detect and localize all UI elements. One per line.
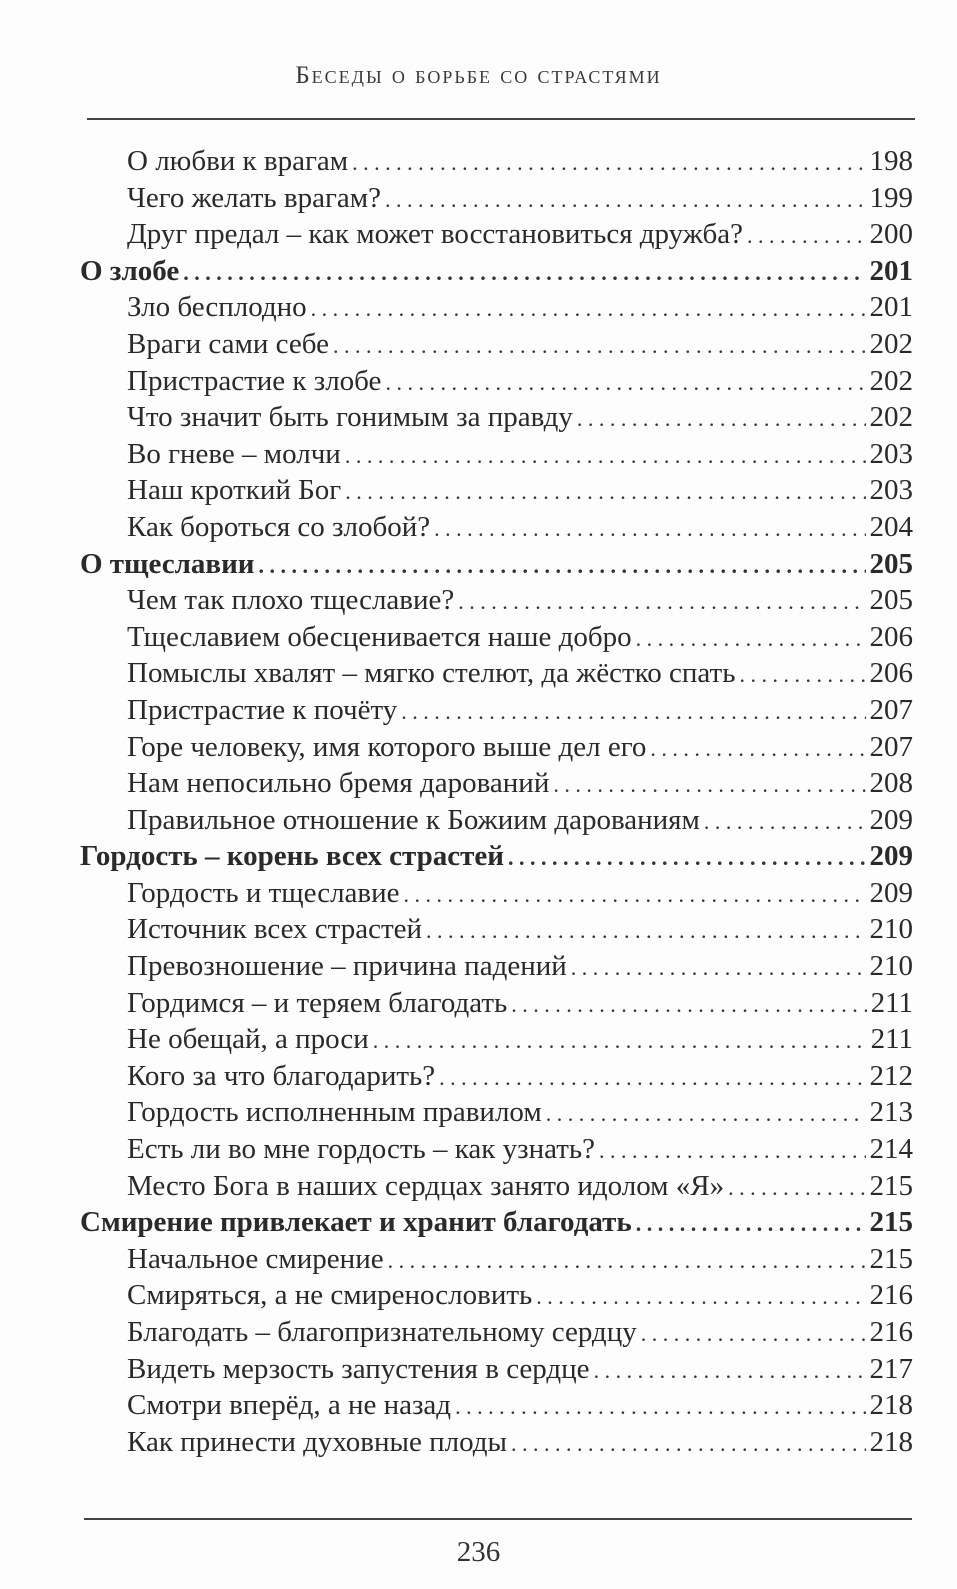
dot-leader [183,255,865,292]
toc-section-entry[interactable] [80,765,913,802]
toc-entry-title: Кого за что благодарить? [127,1059,436,1092]
dot-leader [650,731,865,768]
toc-section-entry[interactable] [80,1131,913,1168]
toc-entry-title: Как принести духовные плоды [127,1425,508,1458]
dot-leader [333,328,866,365]
toc-section-entry[interactable] [80,875,913,912]
toc-entry-page: 206 [869,620,913,653]
dot-leader [511,987,866,1024]
toc-section-entry[interactable] [80,363,913,400]
dot-leader [426,913,865,950]
toc-entry-title: Враги сами себе [127,327,329,360]
dot-leader [594,1353,866,1390]
toc-entry-title: Правильное отношение к Божиим дарованиям [127,803,700,836]
toc-entry-page: 204 [869,510,913,543]
toc-entry-title: Гордость и тщеславие [127,876,400,909]
page-number: 236 [456,1536,501,1568]
toc-entry-title: Гордость исполненным правилом [127,1096,542,1129]
toc-section-entry[interactable] [80,1094,913,1131]
dot-leader [434,511,865,548]
toc-section-entry[interactable] [80,216,913,253]
toc-section-entry[interactable] [80,1021,913,1058]
dot-leader [553,767,865,804]
toc-entry-page: 198 [869,145,913,177]
dot-leader [385,365,865,402]
toc-entry-page: 218 [869,1425,913,1458]
toc-entry-title: Горе человеку, имя которого выше дел его [127,730,647,763]
toc-entry-title: Помыслы хвалят – мягко стелют, да жёстко спать [127,657,736,690]
toc-entry-page: 200 [869,218,913,251]
toc-entry-title: Зло бесплодно [127,291,307,324]
toc-section-entry[interactable] [80,1168,913,1205]
toc-entry-title: Чем так плохо тщеславие? [127,584,455,617]
dot-leader [641,1316,866,1353]
toc-entry-page: 217 [869,1352,913,1385]
toc-entry-title: Что значит быть гонимым за правду [127,401,573,434]
toc-entry-page: 215 [869,1206,913,1239]
dot-leader [546,1096,866,1133]
toc-section-entry[interactable] [80,436,913,473]
toc-entry-page: 207 [869,693,913,726]
toc-section-entry[interactable] [80,948,913,985]
footer-rule [84,1518,912,1520]
toc-section-entry[interactable] [80,1058,913,1095]
toc-entry-title: Превозношение – причина падений [127,950,567,983]
toc-entry-page: 216 [869,1279,913,1312]
toc-entry-title: Начальное смирение [127,1242,384,1275]
toc-entry-title: Есть ли во мне гордость – как узнать? [127,1133,595,1166]
table-of-contents [80,143,913,1460]
toc-entry-page: 208 [869,767,913,800]
dot-leader [511,1426,865,1463]
toc-entry-page: 205 [869,584,913,617]
toc-entry-page: 215 [869,1169,913,1202]
dot-leader [311,291,866,328]
toc-entry-page: 207 [869,730,913,763]
toc-chapter-entry[interactable] [80,546,913,583]
toc-entry-page: 209 [869,803,913,836]
toc-entry-title: Благодать – благопризнательному сердцу [127,1316,637,1348]
toc-entry-page: 202 [869,364,913,397]
toc-entry-page: 202 [869,327,913,360]
toc-section-entry[interactable] [80,1277,913,1314]
dot-leader [508,840,866,877]
toc-entry-page: 214 [869,1133,913,1166]
toc-section-entry[interactable] [80,582,913,619]
toc-entry-page: 203 [869,474,913,507]
dot-leader [571,950,866,987]
dot-leader [439,1060,865,1097]
toc-entry-title: Смиряться, а не смиренословить [127,1279,533,1312]
toc-entry-title: Нам непосильно бремя дарований [127,767,550,800]
toc-entry-title: О любви к врагам [127,145,349,177]
dot-leader [577,401,866,438]
toc-entry-title: О тщеславии [80,547,255,580]
toc-section-entry[interactable] [80,1314,913,1351]
dot-leader [345,438,866,475]
toc-entry-title: Чего желать врагам? [127,181,381,214]
toc-chapter-entry[interactable] [80,1204,913,1241]
toc-entry-page: 209 [869,840,913,873]
toc-section-entry[interactable] [80,655,913,692]
dot-leader [385,182,866,219]
toc-entry-page: 206 [869,657,913,690]
toc-entry-page: 213 [869,1096,913,1129]
dot-leader [536,1279,865,1316]
toc-entry-title: Смирение привлекает и хранит благодать [80,1206,632,1239]
toc-entry-title: Тщеславием обесценивается наше добро [127,620,632,653]
toc-entry-page: 201 [869,254,913,287]
toc-section-entry[interactable] [80,472,913,509]
toc-entry-page: 211 [870,1023,913,1056]
toc-entry-page: 210 [869,950,913,983]
toc-entry-page: 216 [869,1316,913,1348]
toc-section-entry[interactable] [80,509,913,546]
dot-leader [352,145,865,182]
toc-entry-page: 210 [869,913,913,946]
dot-leader [458,584,865,621]
dot-leader [455,1389,865,1426]
toc-entry-page: 205 [869,547,913,580]
dot-leader [388,1243,866,1280]
toc-chapter-entry[interactable] [80,838,913,875]
toc-section-entry[interactable] [80,1387,913,1424]
dot-leader [704,804,866,841]
toc-entry-title: Наш кроткий Бог [127,474,342,507]
toc-entry-title: О злобе [80,254,180,287]
toc-entry-page: 218 [869,1389,913,1422]
toc-section-entry[interactable] [80,399,913,436]
toc-entry-title: Пристрастие к почёту [127,693,398,726]
toc-entry-title: Пристрастие к злобе [127,364,382,397]
toc-section-entry[interactable] [80,911,913,948]
toc-section-entry[interactable] [80,1241,913,1278]
toc-entry-title: Гордость – корень всех страстей [80,840,504,873]
header-rule [87,118,915,120]
toc-entry-title: Источник всех страстей [127,913,423,946]
toc-entry-title: Место Бога в наших сердцах занято идолом «Я» [127,1169,725,1202]
toc-entry-page: 201 [869,291,913,324]
toc-entry-page: 212 [869,1059,913,1092]
toc-section-entry[interactable] [80,1424,913,1461]
toc-entry-page: 211 [870,986,913,1019]
toc-entry-page: 199 [869,181,913,214]
dot-leader [599,1133,866,1170]
toc-section-entry[interactable] [80,180,913,217]
toc-section-entry[interactable] [80,729,913,766]
toc-section-entry[interactable] [80,802,913,839]
dot-leader [258,548,865,585]
dot-leader [401,694,865,731]
toc-entry-page: 203 [869,437,913,470]
toc-section-entry[interactable] [80,326,913,363]
dot-leader [636,1206,866,1243]
toc-section-entry[interactable] [80,143,913,180]
toc-section-entry[interactable] [80,985,913,1022]
toc-entry-title: Как бороться со злобой? [127,510,431,543]
toc-section-entry[interactable] [80,692,913,729]
toc-entry-page: 215 [869,1242,913,1275]
dot-leader [728,1170,865,1207]
toc-entry-page: 202 [869,401,913,434]
toc-entry-title: Во гневе – молчи [127,437,341,470]
dot-leader [345,474,865,511]
dot-leader [404,877,866,914]
toc-chapter-entry[interactable] [80,253,913,290]
dot-leader [747,218,866,255]
toc-entry-title: Друг предал – как может восстановиться дружба? [127,218,743,251]
toc-entry-title: Смотри вперёд, а не назад [127,1389,452,1422]
toc-section-entry[interactable] [80,619,913,656]
toc-entry-title: Не обещай, а проси [127,1023,369,1056]
running-head: Беседы о борьбе со страстями [295,62,662,89]
toc-entry-title: Видеть мерзость запустения в сердце [127,1352,590,1385]
dot-leader [739,657,865,694]
dot-leader [636,621,866,658]
toc-entry-page: 209 [869,876,913,909]
toc-section-entry[interactable] [80,1351,913,1388]
toc-section-entry[interactable] [80,289,913,326]
toc-entry-title: Гордимся – и теряем благодать [127,986,508,1019]
dot-leader [373,1023,867,1060]
